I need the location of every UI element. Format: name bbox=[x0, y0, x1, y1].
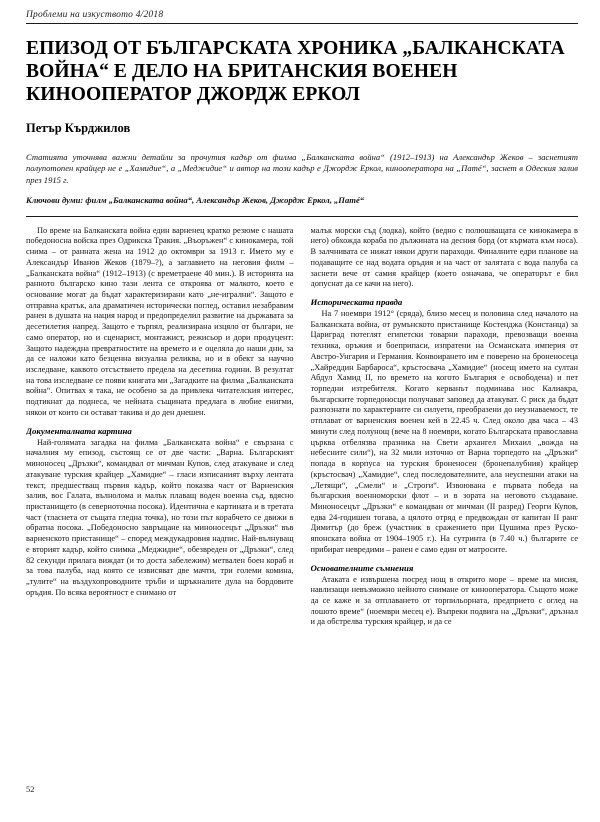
keywords-text: Ключови думи: филм „Балканската война“, Александър Жеков, Джордж Еркол, „Патé“ bbox=[26, 195, 365, 206]
page-title: ЕПИЗОД ОТ БЪЛГАРСКАТА ХРОНИКА „БАЛКАНСКАТА ВОЙНА“ Е ДЕЛО НА БРИТАНСКИЯ ВОЕНЕН КИНООПЕРАТОР ДЖОРДЖ ЕРКОЛ bbox=[26, 38, 565, 105]
subheading-documentary: Документалната картина bbox=[26, 425, 132, 436]
paragraph: По време на Балканската война един варненец кратко резюме с нашата победоносна войска през Одрикска Тракия. „Въоръжен“ с кинокамера, той снима – от ранната жена на 1912 до октомври за 1913 г. Името му е Александър Иванов Жеков (1879–?), а заглавието на неговия филм – „Балканската война“ (1912–1913) (с времетраене 40 мин.). В историята на ранното българско кино тази лента се откроява от малкото, което е основание могат да бъдат характеризирани като „не-игрални“. Защото е отправна кратък, ала драматичен исторически поглед, оставил незабравим ранен в душата на нация народ и предопределил развитие на държавата за десетилетия напред. Защото е търпял, реализирана изцяло от българи, не само оператор, но и сценарист, монтажист, режисьор и дори продуцент: Защото надеждна превратностите на времето и е оцеляла до наши дни, за да се наложи като безценна визуална реликва, но и в обект за научно изследване, каквото отсъствието предела на десетина години. В резултат на това изследване се появи книгата ми „Загадките на филма „Балканската война“. Опитвах я така, не особено за да привлека читателския интерес, подтикнат да поднеса, че нейната същината предлага в любие енигми, някои от които си остават такива и до ден днешен. bbox=[26, 225, 294, 417]
page-number: 52 bbox=[26, 784, 35, 794]
paragraph: Атаката е извършена посред нощ в открито море – време на мисия, навлизащи невъзможно нейното снимане от кинооператора. Същото може да се каже и за отплаването от торпильорната, предприето с оглед на лошото време“ (ноември месец е). Въпреки подвига на „Дръзки“, дръзнал и да обстрелва турския крайцер, и да се bbox=[310, 574, 578, 627]
author-name: Петър Кърджилов bbox=[26, 121, 131, 135]
paragraph: малък морски съд (лодка), който (ведно с полюшващата се кинокамера в него) обхожда кораба по дължината на десния борд (от кърмата към носа). В залчнивата се нижат някои други параходи. Финалните едри планове на подаващите се над водата оръдия и на част от залятата с вода палуба са заснети вече от самия крайцер (което означава, че операторът е бил допуснат да се качи на него). bbox=[310, 225, 578, 289]
paragraph: На 7 ноември 1912° (сряда), близо месец и половина след началото на Балканската война, от румънското пристанище Костенджа (Констанца) за Цариград потеглят египетски товарни параходи, превозващи военна техника, оръжия и боеприпаси, изпратени на Османската империя от Австро-Унгария и Германия. Конвоирането им е поверено на броненосеца „Хайреддин Барбароса“, кръстосвача „Хамидие“ (носещ името на султан Абдул Хамид II, по времето на когото България е освободена) и пет торпедни изтребителя. Когато керванът подминава нос Калиакра, българските торпедоносци получават заповед да атакуват. С риск да бъдат разпознати по характерните си силуети, преобразени до неузнаваемост, те отплават от варненския военен кей в 22.45 ч. След около два часа – 43 минути след полунощ (вече на 8 ноември, когато Българската православна църква отбелязва празника на Свети архангел Михаил „вожда на небесните сили“), на 32 мили източно от Варна торпедото на „Дръзки“ попада в корпуса на турския броненосен (бронепалубния) крайцер (кръстосвач) „Хамидие“, след последователните, ала неуспешни атаки на „Летящи“, „Смели“ и „Строги“. Извоювана е първата победа на българския военноморски флот – и в зората на неговото създаване. Миноносецът „Дръзки“ е командван от мичман (II разред) Георги Купов, едва 24-годишен тогава, а цялото отряд е предвождан от капитан II ранг Димитър (до бреж (участник в сражението при Цушима през Руско-японската война от 1904–1905 г.). На сутринта (в 7.40 ч.) българите се прибират невредими – ранен е само един от матросите. bbox=[310, 309, 578, 554]
article-body bbox=[26, 226, 578, 822]
journal-header: Проблеми на изкуството 4/2018 bbox=[26, 10, 578, 24]
paragraph: Най-голямата загадка на филма „Балканската война“ е свързана с началния му епизод, състоящ се от две части: „Варна. Българският миноносец „Дръзки“, командвал от мичман Купов, след атакуване и след атакуване турския крайцер „Хамидие“ – гласи изписаният върху лентата текст, предшестващ първия кадър, който показва част от Варненския залив, вос Галата, вълнолома и малък плаващ воден военна съд, вдясно пристанището (в северноточна посока). Идентична е картината и в третата част (тласнета от същата гледна точка), но този път корабчето се движи в обратна посока. „Победоносно завръщане на миноносецът „Дръзки“ във варненското пристанище“ – според междукадровия надпис. Най-вълнуващ е вторият кадър, който снимка „Меджидие“, обезвреден от „Дръзки“, след 82 секунди прилага виждат (и то доста забележим) метвален боен кораб и за това палуба, над която се извисяват две мачти, три големи комина, „тулите“ на въздухопроводните тръби и щръкналите дула на бордовите оръдия. По всяка вероятност е снимано от bbox=[26, 437, 294, 597]
subheading-historical-truth: Историческата правда bbox=[310, 297, 403, 307]
right-column bbox=[311, 226, 579, 822]
section-divider bbox=[26, 216, 578, 217]
left-column bbox=[26, 226, 294, 822]
abstract-text: Статията уточнява важни детайли за прочутия кадър от филма „Балканската война“ (1912–1913) на Александър Жеков – заснетият полупотопен крайцер не е „Хамидие“, а „Меджидие“ и автор на този кадър е Джордж Еркол, кинооператора на „Патé“, заснет в Одеския залив през 1915 г. bbox=[26, 152, 578, 185]
subheading-remaining-doubts: Основателните съмнения bbox=[310, 562, 414, 573]
